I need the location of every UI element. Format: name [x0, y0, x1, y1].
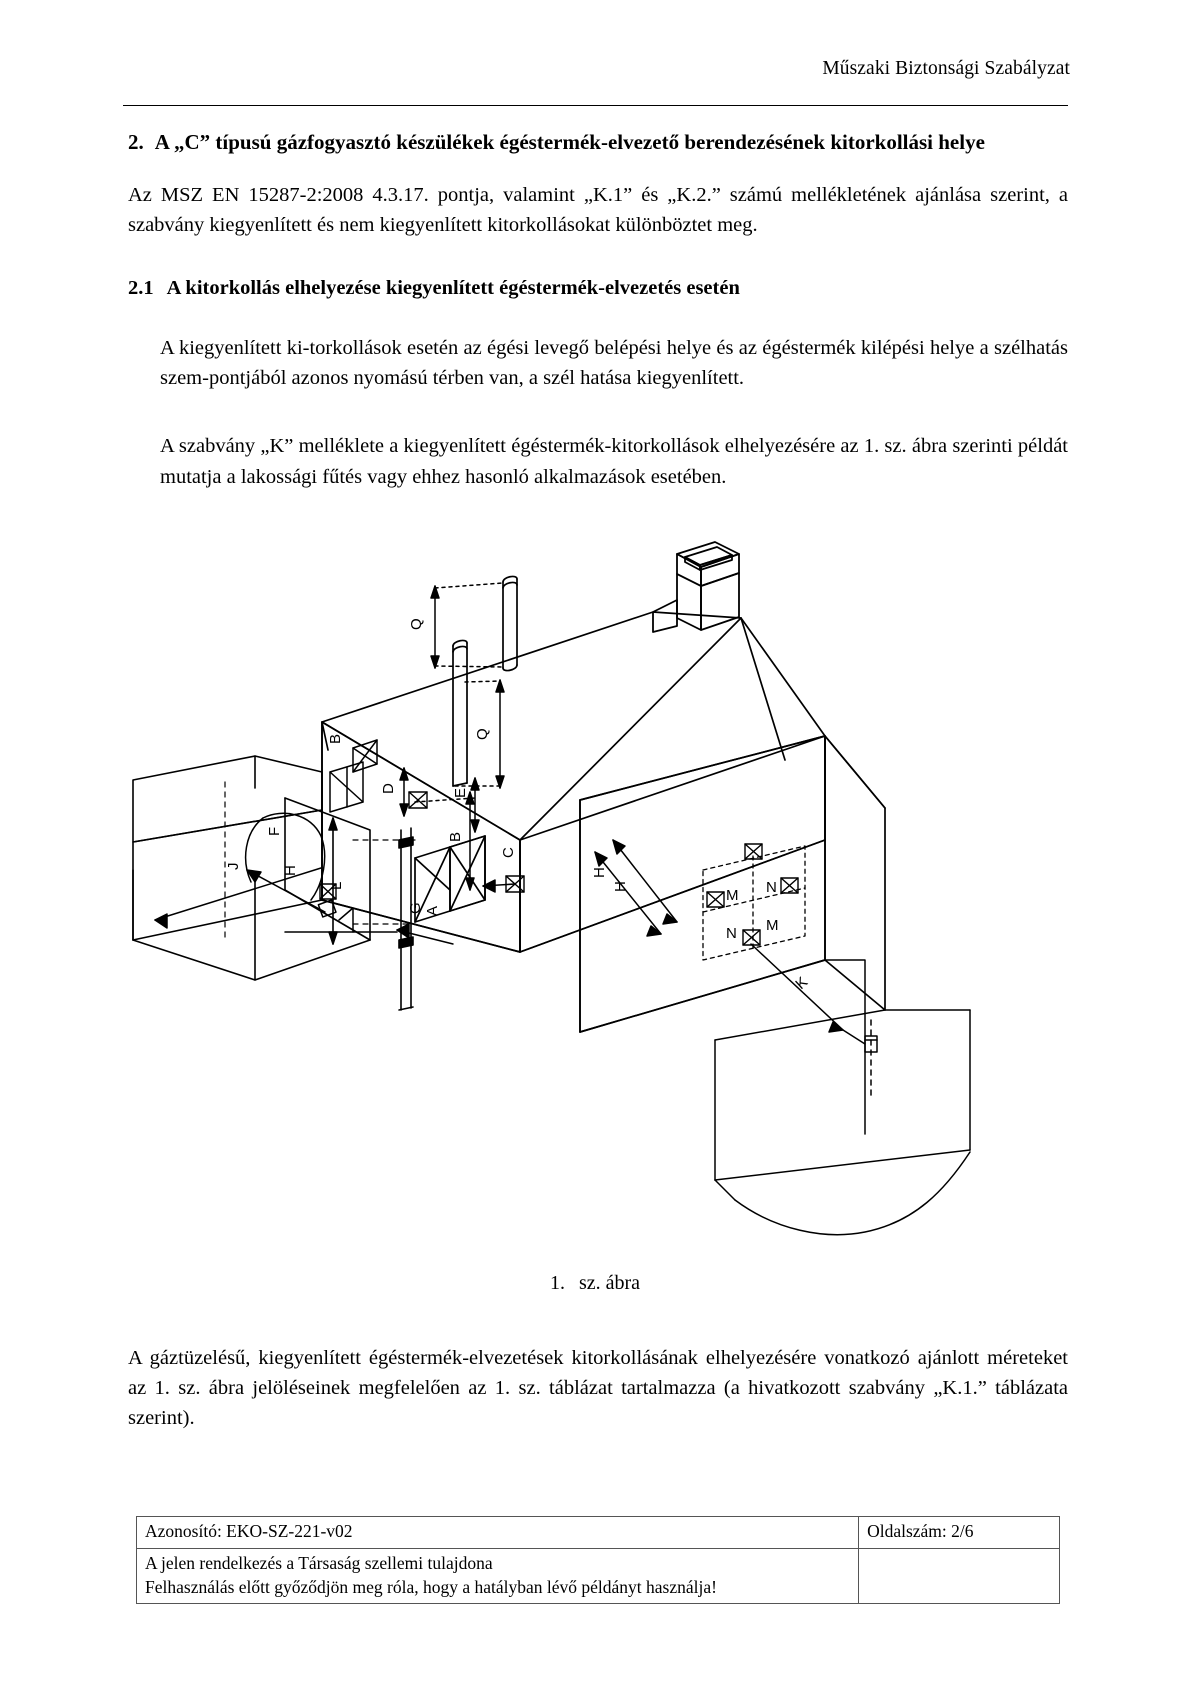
terminal-box-5 [707, 892, 724, 907]
label-b-centre: B [447, 831, 464, 842]
label-q1: Q [408, 618, 425, 630]
document-body [128, 128, 1068, 492]
label-l: L [328, 881, 345, 890]
label-b-gable: B [327, 733, 344, 744]
label-a: A [424, 905, 441, 916]
main-roof [322, 612, 825, 840]
footer-notice [137, 1548, 859, 1604]
closing-paragraph: A gáztüzelésű, kiegyenlített égéstermék-elvezetések kitorkollásának elhelyezésére vonatkozó ajánlott méreteket az 1. sz. ábra jelöléseinek megfelelően az 1. sz. táblázat tartalmazza (a hivatkozott szabvány „K.1.” táblázata szerint). [128, 1346, 1068, 1429]
section-2-paragraph: Az MSZ EN 15287-2:2008 4.3.17. pontja, valamint „K.1” és „K.2.” számú mellékletének ajánlása szerint, a szabvány kiegyenlített és nem kiegyenlített kitorkollásokat különböztet meg. [128, 183, 1068, 236]
section-2-1-number: 2.1 [128, 277, 154, 300]
dimension-h-right [595, 840, 677, 936]
section-2-1-heading [128, 274, 1068, 303]
footer-notice-line-2: Felhasználás előtt győződjön meg róla, hogy a hatályban lévő példányt használja! [145, 1576, 717, 1597]
section-2-1-paragraph-2: A szabvány „K” melléklete a kiegyenlített égéstermék-kitorkollások elhelyezésére az 1. sz. ábra szerinti példát mutatja a lakossági fűtés vagy ehhez hasonló alkalmazások esetében. [160, 435, 1068, 488]
left-wing [133, 756, 370, 980]
section-2-1-paragraph-1: A kiegyenlített ki-torkollások esetén az égési levegő belépési helye és az égéstermék kilépési helye a szélhatás szem-pontjából azonos nyomású térben van, a szél hatása kiegyenlített. [160, 337, 1068, 390]
label-e: E [452, 787, 469, 798]
chimney [653, 542, 739, 632]
flue-pipe-lower [453, 640, 467, 786]
flue-terminal-symbols [320, 792, 798, 945]
label-j: J [225, 862, 242, 870]
label-h-right-2: H [612, 881, 629, 892]
label-d-upper: D [380, 783, 397, 794]
dimension-d-upper [400, 768, 408, 816]
label-q2: Q [474, 728, 491, 740]
label-h-left: H [282, 865, 299, 876]
label-c: C [500, 847, 517, 858]
figure-caption [0, 1272, 1190, 1295]
dimension-a-vertical [329, 818, 337, 944]
dimension-j-arrow [155, 868, 321, 928]
footer-identifier: Azonosító: EKO-SZ-221-v02 [137, 1517, 859, 1549]
label-m-2: M [766, 917, 779, 934]
label-m-1: M [726, 887, 739, 904]
footer-row-identifier [137, 1517, 1060, 1549]
footer-notice-line-1: A jelen rendelkezés a Társaság szellemi tulajdona [145, 1552, 493, 1573]
figure-caption-text: sz. ábra [578, 1272, 641, 1294]
house-isometric-drawing [125, 540, 1070, 1250]
label-n-2: N [726, 925, 737, 942]
mn-detail-group [703, 846, 805, 960]
flue-pipe-upper [503, 576, 517, 670]
section-2-title: A „C” típusú gázfogyasztó készülékek égéstermék-elvezető berendezésének kitorkollási helye [154, 130, 985, 154]
footer-notice-right [859, 1548, 1060, 1604]
label-f: F [266, 826, 283, 836]
figure-labels [225, 618, 811, 993]
header-title: Műszaki Biztonsági Szabályzat [822, 58, 1070, 79]
downpipe [399, 828, 413, 1010]
section-2-number: 2. [128, 130, 144, 154]
dimension-c [483, 880, 515, 892]
footer-row-notice [137, 1548, 1060, 1604]
page-header [0, 0, 1190, 110]
label-g: G [407, 902, 424, 914]
section-2-1-title: A kitorkollás elhelyezése kiegyenlített égéstermék-elvezetés esetén [166, 277, 740, 300]
footer-page-number: Oldalszám: 2/6 [859, 1517, 1060, 1549]
terminal-box-1 [409, 792, 427, 808]
label-n-1: N [766, 879, 777, 896]
footer-table [136, 1516, 1060, 1604]
figure-caption-number: 1. [549, 1272, 565, 1294]
terminal-box-4 [781, 878, 798, 893]
label-k: K [792, 973, 812, 993]
section-2-heading [128, 128, 1068, 158]
ground-plane-right [715, 960, 970, 1235]
figure-1-illustration [125, 540, 1070, 1250]
label-h-right-1: H [591, 867, 608, 878]
terminal-box-6 [743, 930, 760, 945]
header-divider [123, 105, 1068, 106]
